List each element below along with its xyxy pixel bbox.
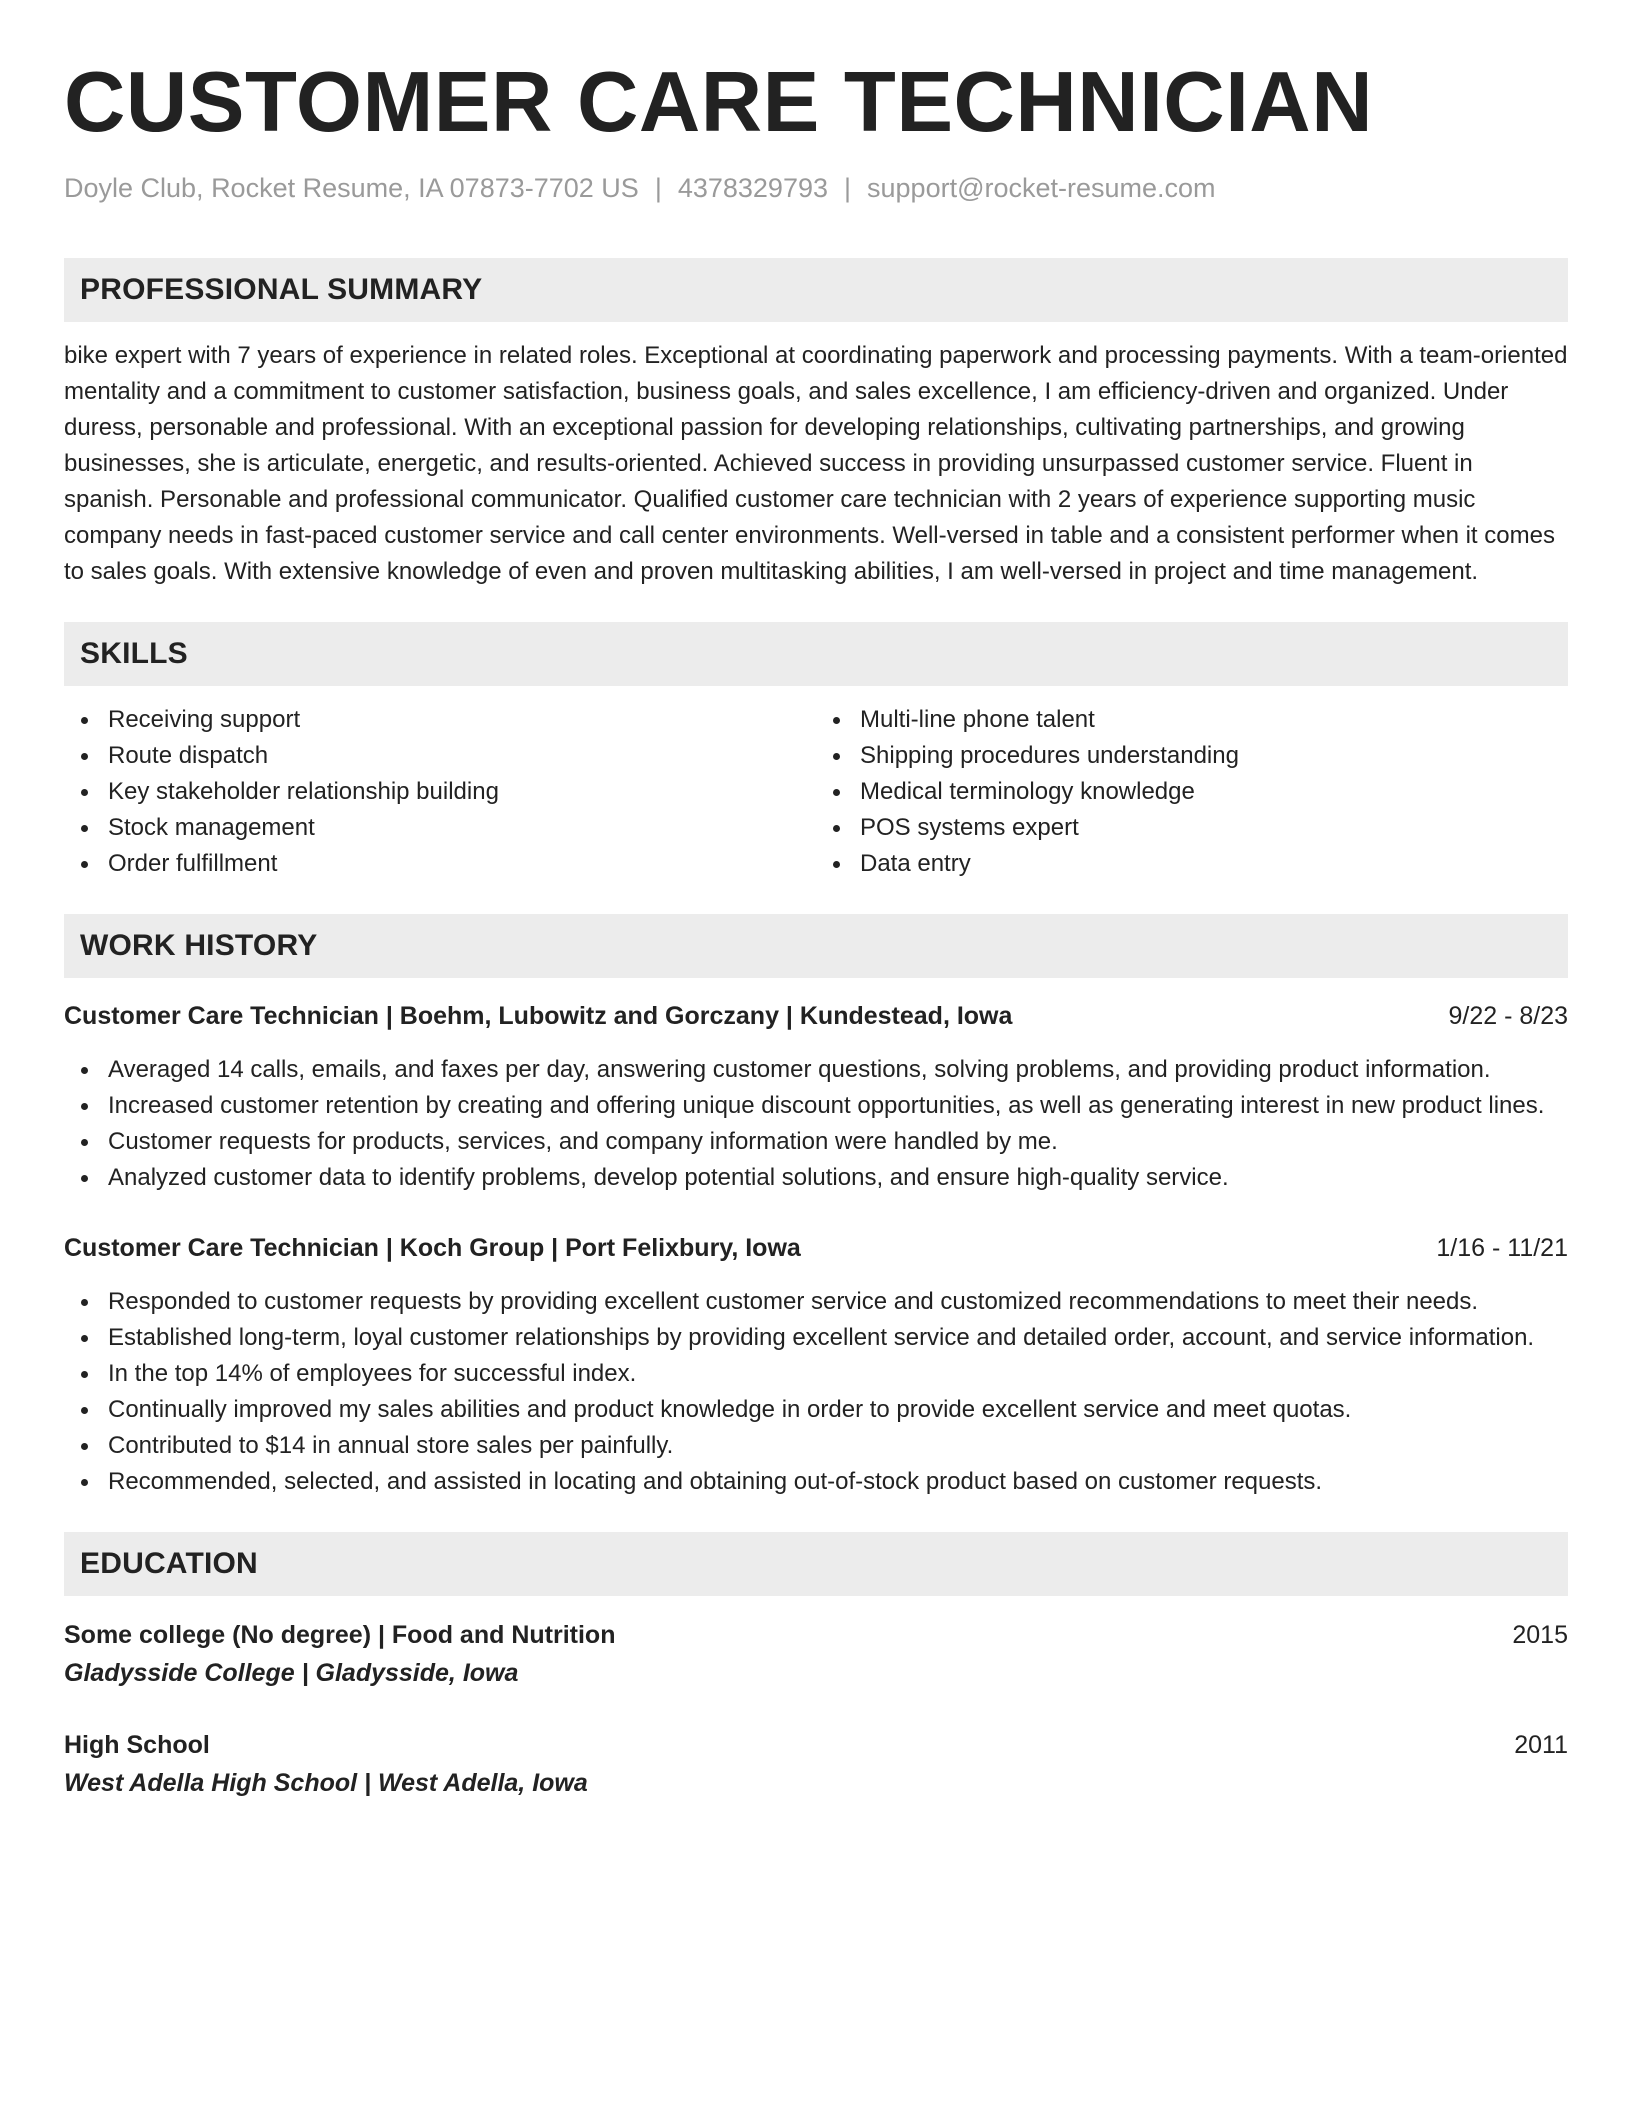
job-bullets (64, 1052, 1568, 1196)
job-bullet: Contributed to $14 in annual store sales per painfully. (64, 1428, 1568, 1464)
education-year: 2011 (1514, 1730, 1568, 1759)
job-dates: 1/16 - 11/21 (1436, 1233, 1568, 1262)
job-entry (64, 1230, 1568, 1500)
job-bullet: Established long-term, loyal customer relationships by providing excellent service and detailed order, account, and service information. (64, 1320, 1568, 1356)
skill-item: Data entry (816, 846, 1568, 882)
contact-separator: | (844, 172, 852, 203)
job-bullet: Responded to customer requests by providing excellent customer service and customized recommendations to meet their needs. (64, 1284, 1568, 1320)
job-bullet: Analyzed customer data to identify problems, develop potential solutions, and ensure high-quality service. (64, 1160, 1568, 1196)
education-school: Gladysside College | Gladysside, Iowa (64, 1658, 519, 1687)
resume-name: CUSTOMER CARE TECHNICIAN (64, 55, 1374, 150)
skills-column-left (64, 702, 816, 882)
job-bullet: In the top 14% of employees for successful index. (64, 1356, 1568, 1392)
job-bullet: Customer requests for products, services, and company information were handled by me. (64, 1124, 1568, 1160)
skills-column-right (816, 702, 1568, 882)
summary-text: bike expert with 7 years of experience in related roles. Exceptional at coordinating paperwork and processing payments. With a team-oriented mentality and a commitment to customer satisfaction, business goals, and sales excellence, I am efficiency-driven and organized. Under duress, personable and professional. With an exceptional passion for developing relationships, cultivating partnerships, and growing businesses, she is articulate, energetic, and results-oriented. Achieved success in providing unsurpassed customer service. Fluent in spanish. Personable and professional communicator. Qualified customer care technician with 2 years of experience supporting music company needs in fast-paced customer service and call center environments. Well-versed in table and a consistent performer when it comes to sales goals. With extensive knowledge of even and proven multitasking abilities, I am well-versed in project and time management. (64, 341, 1568, 585)
education-degree: Some college (No degree) | Food and Nutrition (64, 1620, 616, 1649)
skill-item: Medical terminology knowledge (816, 774, 1568, 810)
job-bullet: Increased customer retention by creating and offering unique discount opportunities, as well as generating interest in new product lines. (64, 1088, 1568, 1124)
education-school: West Adella High School | West Adella, Iowa (64, 1768, 588, 1797)
job-heading: Customer Care Technician | Boehm, Lubowitz and Gorczany | Kundestead, Iowa (64, 1001, 1013, 1030)
contact-line (64, 172, 1568, 204)
contact-address: Doyle Club, Rocket Resume, IA 07873-7702 US (64, 172, 639, 203)
education-heading-line (64, 1726, 1568, 1764)
skill-item: Shipping procedures understanding (816, 738, 1568, 774)
skill-item: Route dispatch (64, 738, 816, 774)
skill-item: Order fulfillment (64, 846, 816, 882)
skill-item: POS systems expert (816, 810, 1568, 846)
section-header-summary: PROFESSIONAL SUMMARY (64, 258, 1568, 322)
education-year: 2015 (1512, 1620, 1568, 1649)
section-header-education: EDUCATION (64, 1532, 1568, 1596)
education-heading-line (64, 1616, 1568, 1654)
job-heading-line (64, 1230, 1568, 1266)
job-dates: 9/22 - 8/23 (1448, 1001, 1568, 1030)
skill-item: Multi-line phone talent (816, 702, 1568, 738)
education-entry (64, 1726, 1568, 1802)
job-bullet: Continually improved my sales abilities and product knowledge in order to provide excellent service and meet quotas. (64, 1392, 1568, 1428)
job-entry (64, 998, 1568, 1196)
education-degree: High School (64, 1730, 210, 1759)
contact-email: support@rocket-resume.com (867, 172, 1216, 203)
job-bullet: Recommended, selected, and assisted in locating and obtaining out-of-stock product based on customer requests. (64, 1464, 1568, 1500)
skill-item: Key stakeholder relationship building (64, 774, 816, 810)
skills-list (64, 702, 1568, 882)
skill-item: Stock management (64, 810, 816, 846)
skill-item: Receiving support (64, 702, 816, 738)
section-header-skills: SKILLS (64, 622, 1568, 686)
section-header-work-history: WORK HISTORY (64, 914, 1568, 978)
job-heading: Customer Care Technician | Koch Group | Port Felixbury, Iowa (64, 1233, 801, 1262)
job-bullets (64, 1284, 1568, 1500)
contact-phone: 4378329793 (677, 172, 828, 203)
job-heading-line (64, 998, 1568, 1034)
contact-separator: | (654, 172, 662, 203)
job-bullet: Averaged 14 calls, emails, and faxes per day, answering customer questions, solving problems, and providing product information. (64, 1052, 1568, 1088)
education-entry (64, 1616, 1568, 1692)
